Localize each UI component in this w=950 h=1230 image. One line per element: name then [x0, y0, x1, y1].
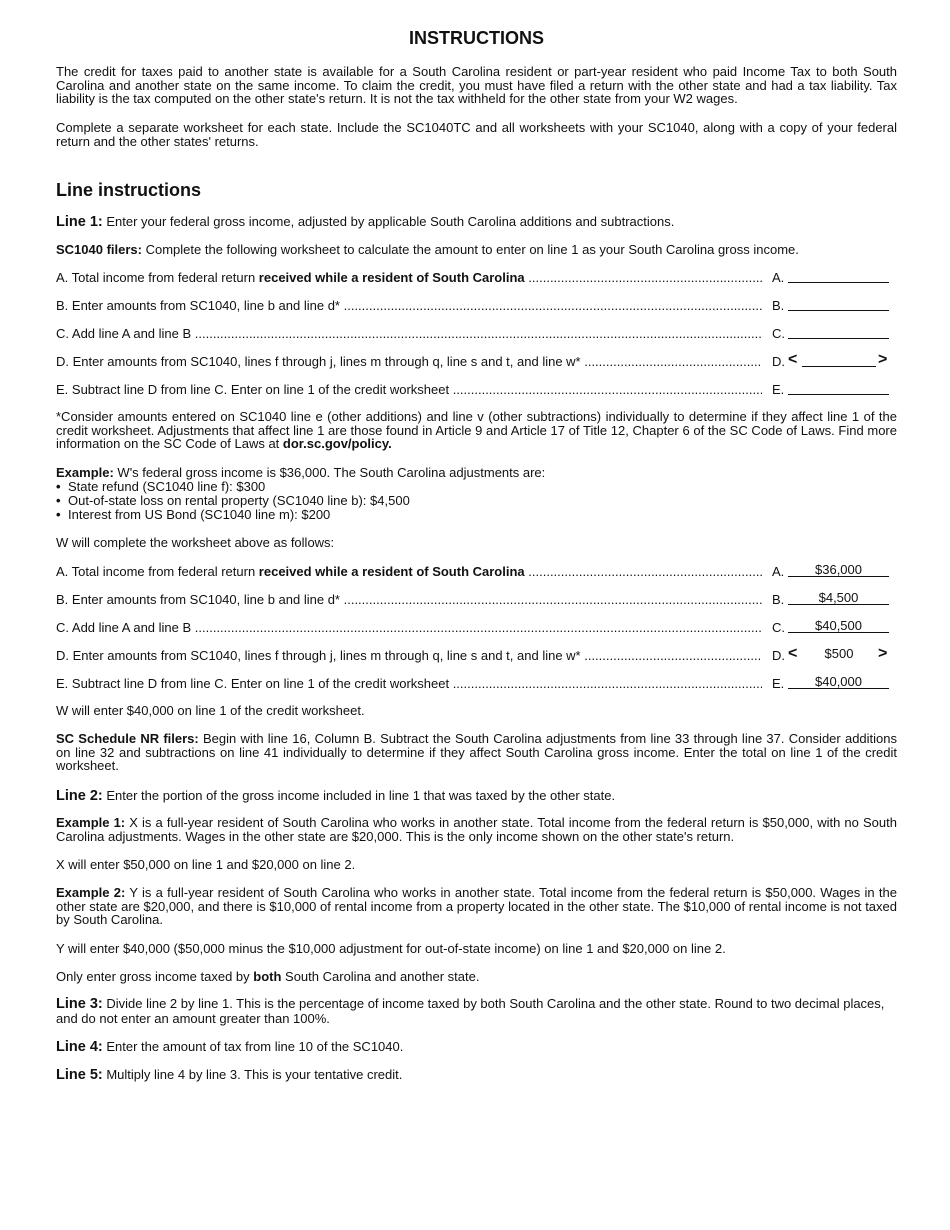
worksheet-row-e [56, 382, 897, 400]
row-e-text: E. Subtract line D from line C. Enter on line 1 of the credit worksheet [56, 382, 450, 397]
line-instructions-heading: Line instructions [56, 180, 202, 200]
schedule-nr-lead: SC Schedule NR filers: [56, 731, 199, 746]
only-enter-post: South Carolina and another state. [281, 969, 480, 984]
example-row-d [56, 645, 897, 666]
line4-lead: Line 4: [56, 1039, 103, 1055]
page-title: INSTRUCTIONS [409, 28, 544, 48]
line4-instruction [56, 1040, 897, 1055]
row-c-label: C. [772, 326, 785, 341]
example-row-a [56, 564, 897, 582]
footnote-text: *Consider amounts entered on SC1040 line e (other additions) and line v (other subtractions) individually to determine if they affect line 1 of the credit worksheet. Adjustments that affect line 1 are those found in Article 9 and Article 17 of Title 12, Chapter 6 of the SC Code of Laws. Find more information on the SC Code of Laws at [56, 409, 897, 451]
adjustments-list [56, 480, 410, 522]
row-b-text: B. Enter amounts from SC1040, line b and line d* [56, 298, 340, 313]
list-item: • Out-of-state loss on rental property (SC1040 line b): $4,500 [56, 494, 410, 508]
example-result: W will enter $40,000 on line 1 of the credit worksheet. [56, 703, 365, 718]
line2-lead: Line 2: [56, 788, 103, 804]
list-item: • State refund (SC1040 line f): $300 [56, 480, 410, 494]
only-enter-note [56, 970, 897, 984]
list-item: • Interest from US Bond (SC1040 line m): $200 [56, 508, 410, 522]
only-enter-bold: both [253, 969, 282, 984]
sc1040-text: Complete the following worksheet to calculate the amount to enter on line 1 as your South Carolina gross income. [142, 242, 799, 257]
ex-row-e-text: E. Subtract line D from line C. Enter on line 1 of the credit worksheet [56, 676, 450, 691]
ex-row-e-label: E. [772, 676, 785, 691]
row-c-text: C. Add line A and line B [56, 326, 192, 341]
example-intro [56, 466, 897, 480]
ex-row-b-text: B. Enter amounts from SC1040, line b and line d* [56, 592, 340, 607]
example1-text: X is a full-year resident of South Carolina who works in another state. Total income from the federal return is $50,000, with no South Carolina adjustments. Wages in the other state are $20,000. This is the only income shown on the other state's return. [56, 815, 897, 844]
example1-result: X will enter $50,000 on line 1 and $20,000 on line 2. [56, 857, 356, 872]
line5-lead: Line 5: [56, 1067, 103, 1083]
only-enter-pre: Only enter gross income taxed by [56, 969, 254, 984]
line5-instruction [56, 1068, 897, 1083]
row-d-input-line[interactable] [802, 366, 876, 367]
ex-row-e-value: $40,000 [815, 674, 862, 689]
ex-row-b-value: $4,500 [818, 590, 859, 605]
line2-instruction [56, 789, 897, 804]
line5-text: Multiply line 4 by line 3. This is your tentative credit. [102, 1067, 403, 1082]
line1-lead: Line 1: [56, 214, 103, 230]
row-b-label: B. [772, 298, 785, 313]
row-d-text: D. Enter amounts from SC1040, lines f through j, lines m through q, line s and t, and line w* [56, 354, 581, 369]
ex-row-b-label: B. [772, 592, 785, 607]
example-row-c [56, 620, 897, 638]
example-row-b [56, 592, 897, 610]
example1-lead: Example 1: [56, 815, 126, 830]
row-a-bold: received while a resident of South Carolina [258, 270, 525, 285]
schedule-nr-instruction [56, 732, 897, 773]
example-text: W's federal gross income is $36,000. The South Carolina adjustments are: [113, 465, 546, 480]
line3-lead: Line 3: [56, 996, 103, 1012]
line2-text: Enter the portion of the gross income included in line 1 that was taxed by the other state. [102, 788, 616, 803]
ex-row-c-value: $40,500 [815, 618, 862, 633]
ex-row-a-bold: received while a resident of South Carolina [258, 564, 525, 579]
row-a-input-line[interactable] [788, 282, 889, 283]
row-b-input-line[interactable] [788, 310, 889, 311]
intro-paragraph-2: Complete a separate worksheet for each state. Include the SC1040TC and all worksheets with your SC1040, along with a copy of your federal return and the other states' returns. [56, 120, 897, 149]
line4-text: Enter the amount of tax from line 10 of the SC1040. [102, 1039, 404, 1054]
worksheet-row-a [56, 270, 897, 288]
row-c-input-line[interactable] [788, 338, 889, 339]
row-d-open-bracket: < [788, 351, 798, 368]
intro-paragraph: The credit for taxes paid to another state is available for a South Carolina resident or part-year resident who paid Income Tax to both South Carolina and another state on the same income. To claim the credit, you must have filed a return with the other state and had a tax liability. Tax liability is the tax computed on the other state's return. It is not the tax withheld for the other state from your W2 wages. [56, 64, 897, 106]
row-e-label: E. [772, 382, 785, 397]
line3-text: Divide line 2 by line 1. This is the percentage of income taxed by both South Carolina and the other state. Round to two decimal places, and do not enter an amount greater than 100%. [56, 996, 885, 1026]
policy-link[interactable]: dor.sc.gov/policy. [282, 436, 392, 451]
sc1040-lead: SC1040 filers: [56, 242, 142, 257]
ex-row-d-open-bracket: < [788, 645, 798, 662]
example2-text: Y is a full-year resident of South Carolina who works in another state. Total income from the federal return is $50,000. Wages in the other state are $20,000, and there is $10,000 of rental income from a property located in the other state. The $10,000 of rental income is not taxed by South Carolina. [56, 885, 897, 927]
ex-row-c-label: C. [772, 620, 785, 635]
footnote [56, 410, 897, 451]
ex-row-a-text: A. Total income from federal return [56, 564, 259, 579]
ex-row-a-label: A. [772, 564, 785, 579]
ex-row-d-label: D. [772, 648, 785, 663]
row-e-input-line[interactable] [788, 394, 889, 395]
ex-row-a-value: $36,000 [815, 562, 862, 577]
sc1040-filers-instruction [56, 243, 897, 257]
worksheet-row-c [56, 326, 897, 344]
example-row-e [56, 676, 897, 694]
row-a-text: A. Total income from federal return [56, 270, 259, 285]
example-lead: Example: [56, 465, 114, 480]
line3-instruction [56, 997, 897, 1025]
example2-lead: Example 2: [56, 885, 126, 900]
example-follows: W will complete the worksheet above as follows: [56, 535, 335, 550]
example1 [56, 816, 897, 843]
row-d-close-bracket: > [878, 351, 888, 368]
ex-row-d-value: $500 [824, 646, 854, 661]
row-a-label: A. [772, 270, 785, 285]
example2 [56, 886, 897, 927]
schedule-nr-text: Begin with line 16, Column B. Subtract the South Carolina adjustments from line 33 through line 37. Consider additions on line 32 and subtractions on line 41 individually to determine if they affect South Carolina gross income. Enter the total on line 1 of the credit worksheet. [56, 731, 898, 773]
ex-row-d-text: D. Enter amounts from SC1040, lines f through j, lines m through q, line s and t, and line w* [56, 648, 581, 663]
line1-text: Enter your federal gross income, adjusted by applicable South Carolina additions and subtractions. [102, 214, 675, 229]
worksheet-row-b [56, 298, 897, 316]
worksheet-row-d [56, 351, 897, 372]
line1-instruction [56, 215, 897, 230]
ex-row-d-close-bracket: > [878, 645, 888, 662]
example2-result: Y will enter $40,000 ($50,000 minus the $10,000 adjustment for out-of-state income) on line 1 and $20,000 on line 2. [56, 941, 726, 956]
row-d-label: D. [772, 354, 785, 369]
ex-row-c-text: C. Add line A and line B [56, 620, 192, 635]
